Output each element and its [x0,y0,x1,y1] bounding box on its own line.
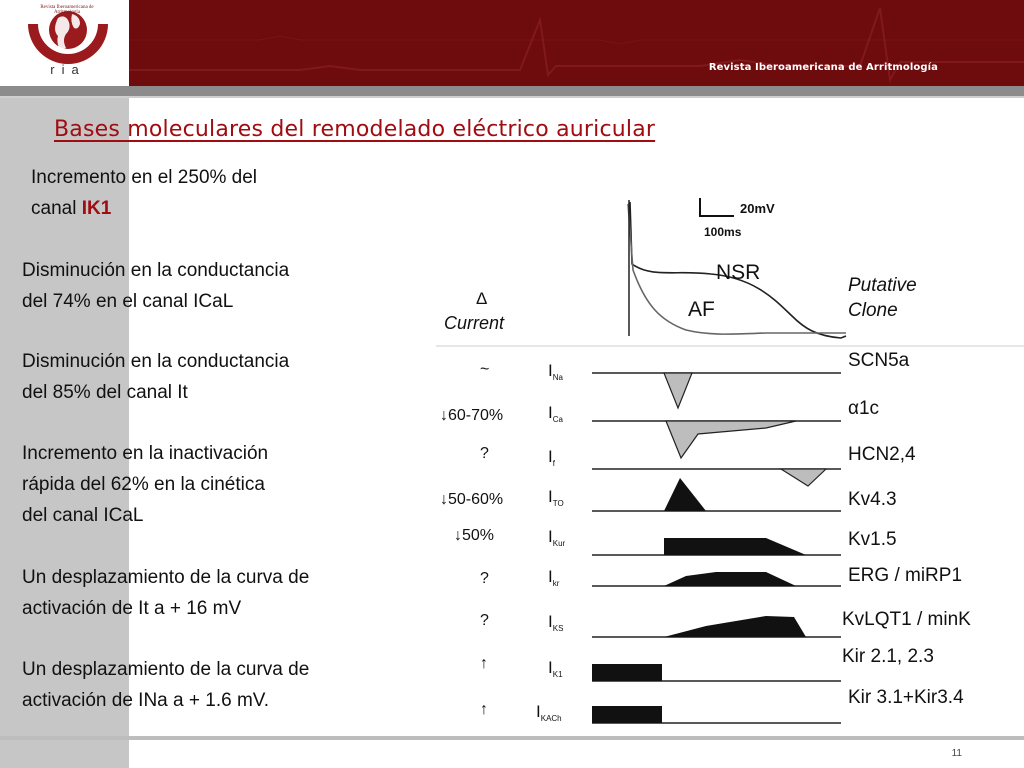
row-2-clone: α1c [848,398,880,419]
scale-bar [700,198,734,216]
row-9-current: $I_{KACh}$ [536,702,562,723]
bullet-4-line-3: del canal ICaL [22,505,144,526]
iks-waveform [664,616,806,637]
row-7-current: $I_{KS}$ [548,612,564,633]
logo-text: ria [50,62,86,77]
logo-caption: Revista Iberoamericana de Arritmología [40,5,94,15]
row-9-delta: ↑ [480,701,488,718]
bullet-3-line-1: Disminución en la conductancia [22,351,290,372]
putative-clone-label-2: Clone [848,300,898,321]
ik1-waveform [592,664,662,681]
row-8-current: $I_{K1}$ [548,658,563,679]
bullet-5-line-1: Un desplazamiento de la curva de [22,567,310,588]
ito-waveform [664,478,706,511]
row-7-delta: ? [480,612,489,629]
divider-strip-light [0,96,1024,98]
page-number: 11 [951,748,962,759]
row-6-delta: ? [480,570,489,587]
ica-waveform [666,421,796,458]
scale-ms-label: 100ms [704,225,742,239]
bullet-4-line-1: Incremento en la inactivación [22,443,269,464]
row-4-current: $I_{TO}$ [548,487,564,508]
row-3-delta: ? [480,445,489,462]
row-6-current: $I_{kr}$ [548,567,560,588]
bullet-1-line-2 [31,193,111,224]
divider-strip [0,86,1024,96]
bullet-5-line-2: activación de It a + 16 mV [22,598,242,619]
bullet-1-line-1: Incremento en el 250% del [31,167,258,188]
delta-column [440,361,503,718]
header-bar [0,0,1024,86]
logo [0,0,129,86]
ion-current-figure [436,186,1024,734]
delta-symbol: Δ [476,289,488,308]
current-column [536,361,566,723]
bullet-1-line-2-text: canal [31,198,82,219]
putative-clone-label-1: Putative [848,275,917,296]
ikr-waveform [664,572,796,586]
row-1-delta: ~ [480,361,490,378]
if-waveform [781,469,826,486]
bullet-6-line-2: activación de INa a + 1.6 mV. [22,690,269,711]
row-1-clone: SCN5a [848,350,910,371]
row-7-clone: KvLQT1 / minK [842,609,971,630]
row-3-current: $I_f$ [548,447,555,468]
slide-title: Bases moleculares del remodelado eléctrico auricular [54,117,656,142]
bullet-2-line-1: Disminución en la conductancia [22,260,290,281]
ecg-background-graphic [0,0,1024,86]
row-8-clone: Kir 2.1, 2.3 [842,646,934,667]
journal-name: Revista Iberoamericana de Arritmología [708,62,938,73]
row-8-delta: ↑ [480,655,488,672]
nsr-label: NSR [716,261,761,284]
row-6-clone: ERG / miRP1 [848,565,963,586]
bullet-4-line-2: rápida del 62% en la cinética [22,474,265,495]
ion-current-diagram [436,186,1024,734]
clone-column [842,350,971,708]
row-4-clone: Kv4.3 [848,489,897,510]
row-5-clone: Kv1.5 [848,529,897,550]
row-4-delta: ↓50-60% [440,491,504,508]
bullet-2-line-2: del 74% en el canal ICaL [22,291,234,312]
current-header: Current [444,313,505,333]
row-5-delta: ↓50% [454,527,495,544]
bullet-1-highlight: IK1 [81,198,112,219]
bullet-3-line-2: del 85% del canal It [22,382,188,403]
af-label: AF [688,298,715,321]
row-1-current: $I_{Na}$ [548,361,563,382]
row-9-clone: Kir 3.1+Kir3.4 [848,687,964,708]
bullet-6-line-1: Un desplazamiento de la curva de [22,659,310,680]
ina-waveform [664,373,692,408]
row-5-current: $I_{Kur}$ [548,527,566,548]
row-3-clone: HCN2,4 [848,444,916,465]
ikur-waveform [664,538,806,555]
row-2-delta: ↓60-70% [440,407,504,424]
row-2-current: $I_{Ca}$ [548,403,563,424]
scale-mv-label: 20mV [740,201,775,216]
ikach-waveform [592,706,662,723]
footer-line [0,736,1024,740]
